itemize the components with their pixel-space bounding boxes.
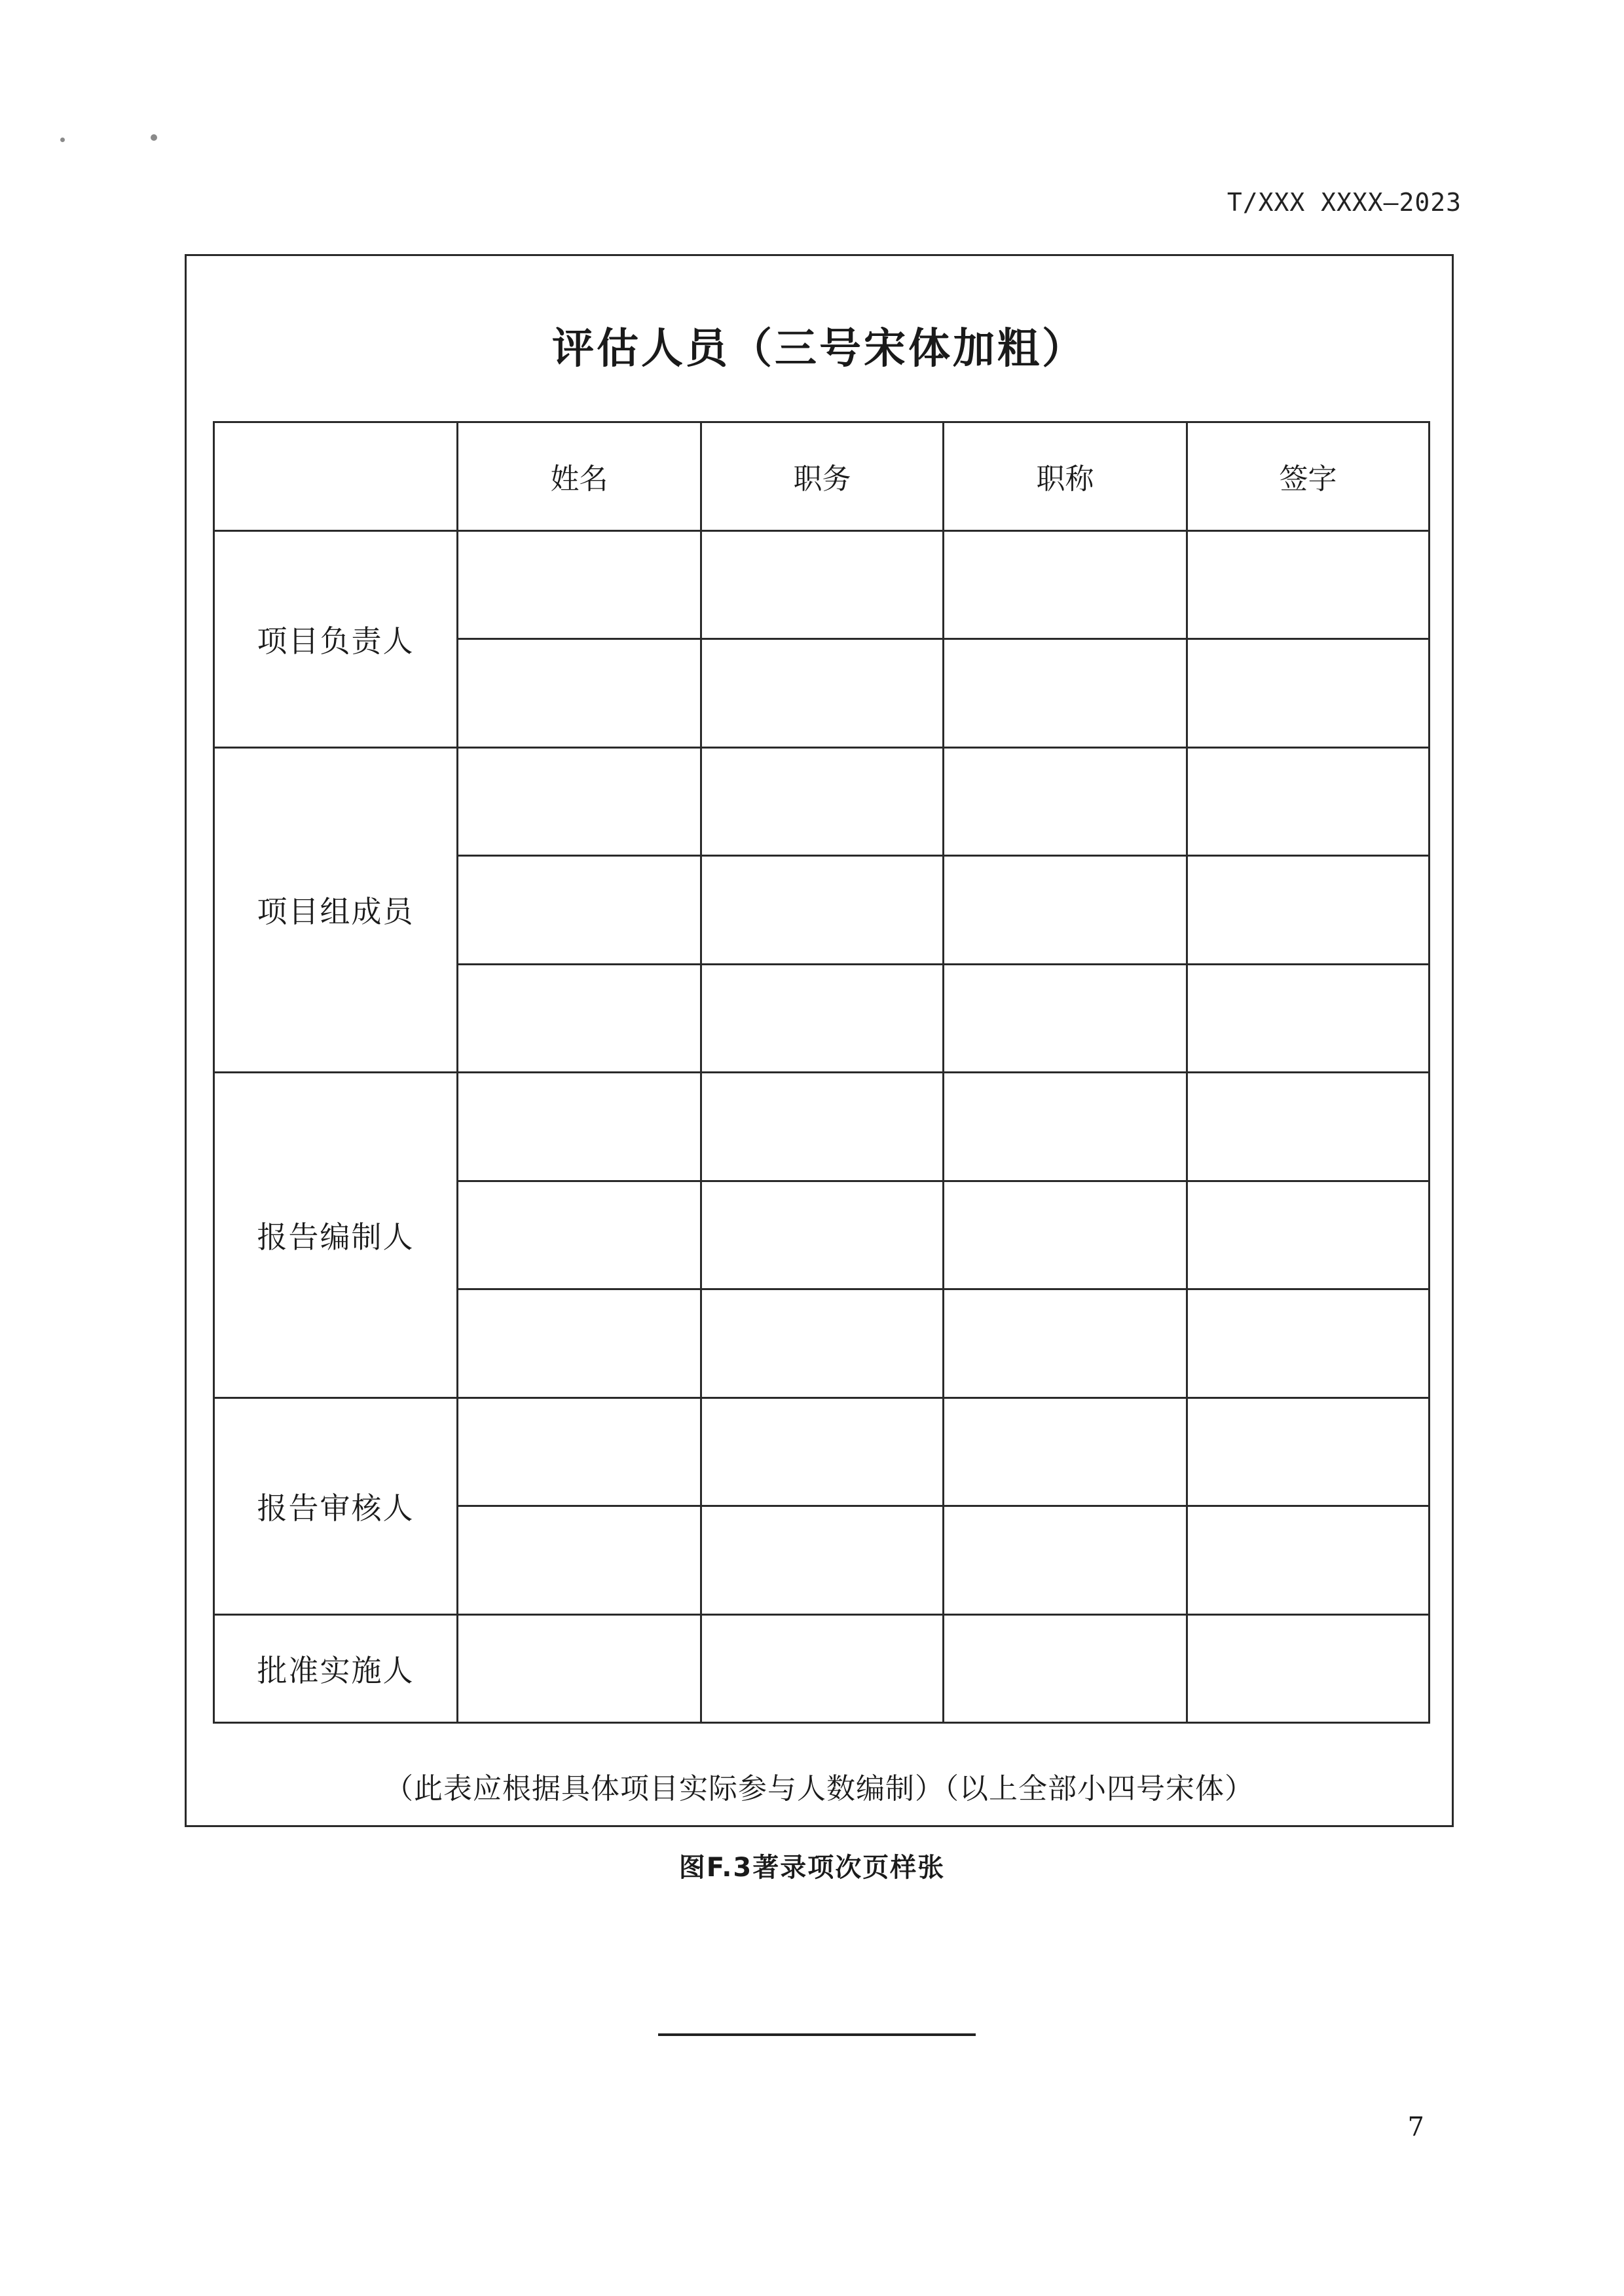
form-title: 评估人员（三号宋体加粗）: [552, 324, 1086, 373]
entry-cell[interactable]: [458, 639, 701, 748]
entry-cell[interactable]: [701, 1506, 944, 1615]
role-label: 项目负责人: [214, 530, 458, 747]
entry-cell[interactable]: [944, 530, 1187, 639]
end-rule: [658, 2033, 976, 2036]
entry-cell[interactable]: [1187, 530, 1430, 639]
entry-cell[interactable]: [701, 1073, 944, 1181]
document-code: T/XXX XXXX—2023: [1227, 188, 1462, 217]
role-label: 批准实施人: [214, 1614, 458, 1723]
entry-cell[interactable]: [458, 1398, 701, 1506]
entry-cell[interactable]: [944, 856, 1187, 965]
table-row: [214, 1398, 1430, 1506]
figure-caption: 图F.3著录项次页样张: [678, 1853, 946, 1883]
entry-cell[interactable]: [1187, 747, 1430, 856]
form-note: （此表应根据具体项目实际参与人数编制）（以上全部小四号宋体）: [384, 1772, 1254, 1805]
role-label: 项目组成员: [214, 747, 458, 1073]
role-label: 报告编制人: [214, 1073, 458, 1398]
entry-cell[interactable]: [458, 530, 701, 639]
entry-cell[interactable]: [701, 1181, 944, 1289]
table-row: [214, 530, 1430, 639]
entry-cell[interactable]: [458, 747, 701, 856]
entry-cell[interactable]: [1187, 1289, 1430, 1398]
entry-cell[interactable]: [944, 1073, 1187, 1181]
entry-cell[interactable]: [1187, 1181, 1430, 1289]
column-header: 姓名: [458, 422, 701, 531]
column-header: 职称: [944, 422, 1187, 531]
entry-cell[interactable]: [944, 1506, 1187, 1615]
entry-cell[interactable]: [701, 1614, 944, 1723]
column-header: 签字: [1187, 422, 1430, 531]
entry-cell[interactable]: [944, 964, 1187, 1073]
entry-cell[interactable]: [944, 639, 1187, 748]
entry-cell[interactable]: [944, 1398, 1187, 1506]
entry-cell[interactable]: [944, 1614, 1187, 1723]
page-number: 7: [1407, 2112, 1424, 2142]
entry-cell[interactable]: [701, 530, 944, 639]
entry-cell[interactable]: [1187, 1614, 1430, 1723]
entry-cell[interactable]: [701, 639, 944, 748]
entry-cell[interactable]: [458, 856, 701, 965]
entry-cell[interactable]: [458, 1181, 701, 1289]
entry-cell[interactable]: [701, 1398, 944, 1506]
entry-cell[interactable]: [1187, 1398, 1430, 1506]
entry-cell[interactable]: [458, 1073, 701, 1181]
entry-cell[interactable]: [701, 964, 944, 1073]
column-header: 职务: [701, 422, 944, 531]
header-corner-cell: [214, 422, 458, 531]
scan-speck: [60, 138, 65, 142]
entry-cell[interactable]: [1187, 1506, 1430, 1615]
entry-cell[interactable]: [944, 1289, 1187, 1398]
entry-cell[interactable]: [1187, 639, 1430, 748]
entry-cell[interactable]: [1187, 856, 1430, 965]
entry-cell[interactable]: [701, 1289, 944, 1398]
form-frame: [185, 254, 1454, 1827]
entry-cell[interactable]: [1187, 964, 1430, 1073]
staff-table: [213, 421, 1430, 1724]
table-row: [214, 747, 1430, 856]
entry-cell[interactable]: [701, 747, 944, 856]
entry-cell[interactable]: [458, 1289, 701, 1398]
entry-cell[interactable]: [458, 964, 701, 1073]
scan-speck: [151, 134, 157, 141]
entry-cell[interactable]: [944, 747, 1187, 856]
entry-cell[interactable]: [1187, 1073, 1430, 1181]
table-row: [214, 1073, 1430, 1181]
entry-cell[interactable]: [458, 1614, 701, 1723]
table-row: [214, 1614, 1430, 1723]
entry-cell[interactable]: [701, 856, 944, 965]
role-label: 报告审核人: [214, 1398, 458, 1614]
entry-cell[interactable]: [944, 1181, 1187, 1289]
entry-cell[interactable]: [458, 1506, 701, 1615]
